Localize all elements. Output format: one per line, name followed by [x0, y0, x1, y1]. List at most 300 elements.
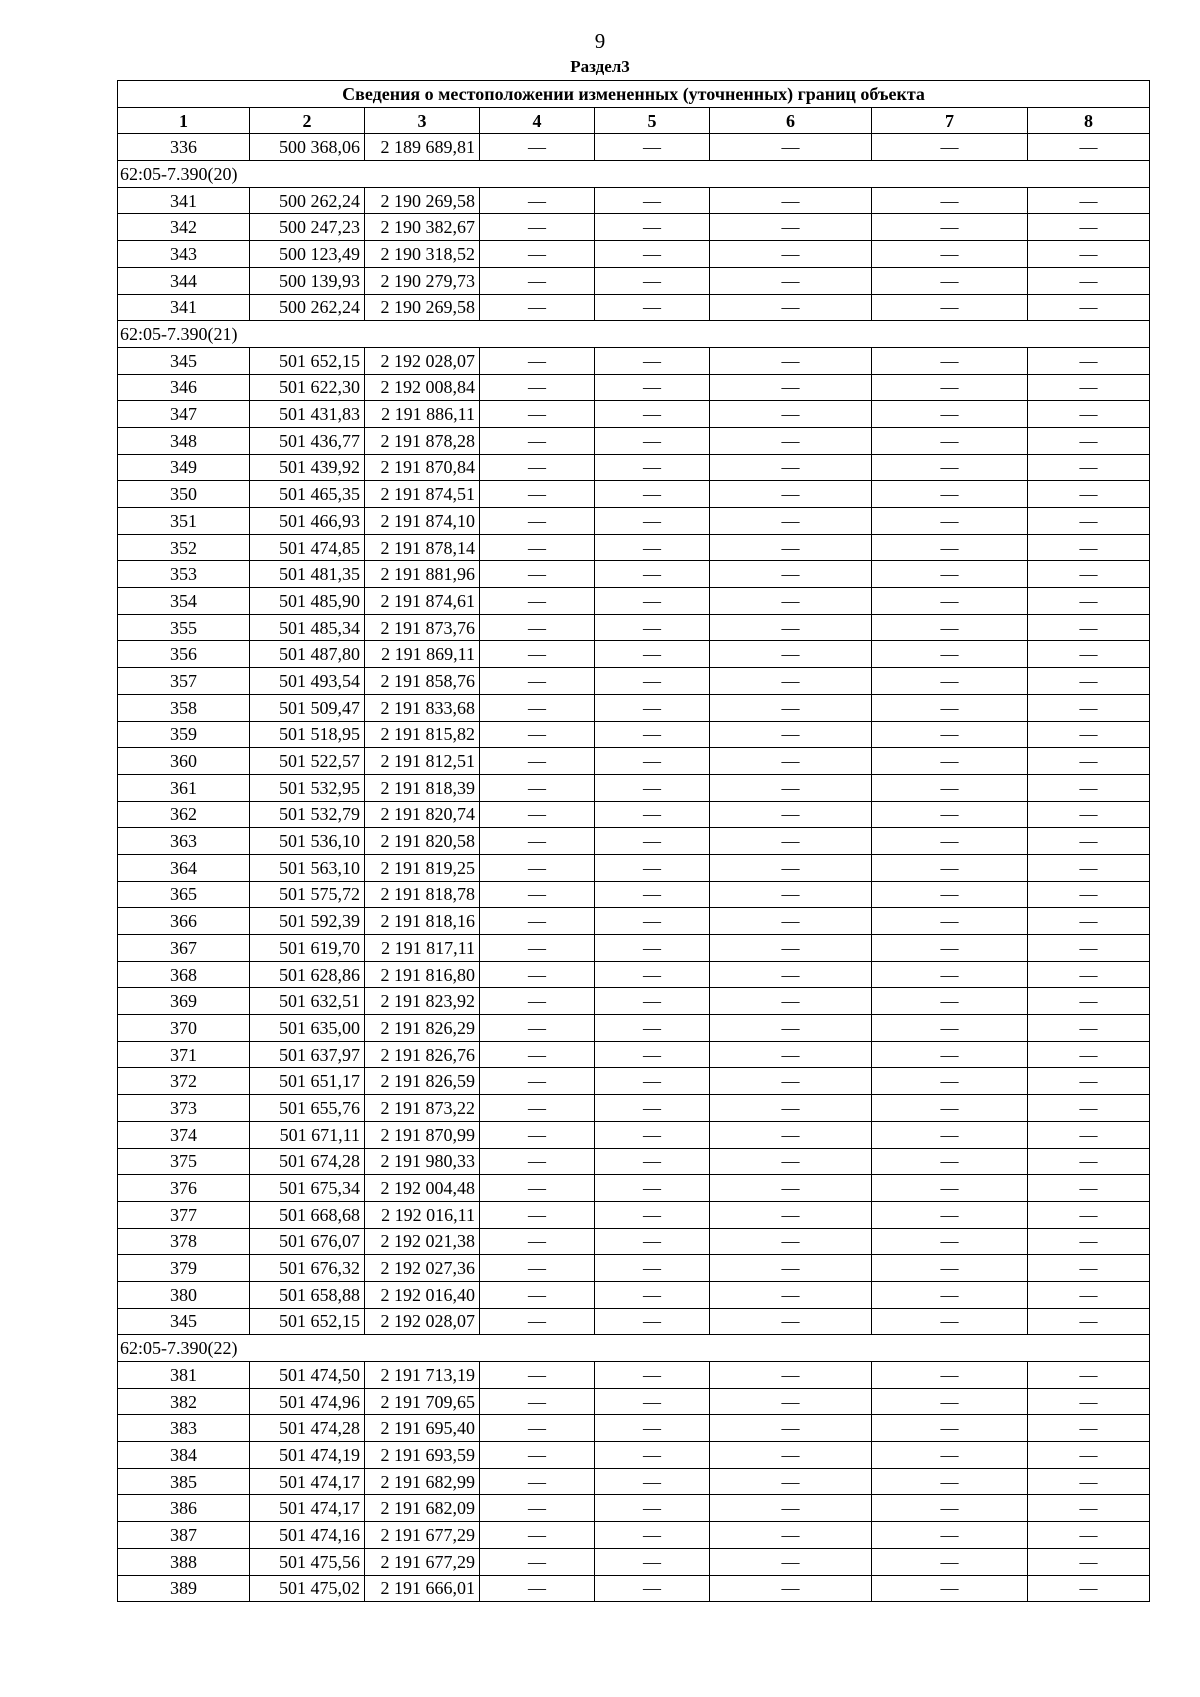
empty-value-cell-col6: — — [710, 1548, 872, 1575]
point-number-cell: 365 — [118, 881, 250, 908]
empty-value-cell-col5: — — [595, 668, 710, 695]
empty-value-cell-col7: — — [872, 347, 1028, 374]
empty-value-cell-col6: — — [710, 961, 872, 988]
coordinate-y-cell: 2 191 677,29 — [365, 1522, 480, 1549]
coordinate-x-cell: 501 474,96 — [250, 1388, 365, 1415]
empty-value-cell-col8: — — [1028, 774, 1150, 801]
point-number-cell: 374 — [118, 1121, 250, 1148]
empty-value-cell-col4: — — [480, 241, 595, 268]
coordinate-x-cell: 501 676,32 — [250, 1255, 365, 1282]
empty-value-cell-col5: — — [595, 241, 710, 268]
coordinate-x-cell: 501 563,10 — [250, 854, 365, 881]
empty-value-cell-col4: — — [480, 1175, 595, 1202]
point-number-cell: 358 — [118, 694, 250, 721]
point-number-cell: 356 — [118, 641, 250, 668]
coordinate-y-cell: 2 191 818,78 — [365, 881, 480, 908]
empty-value-cell-col5: — — [595, 694, 710, 721]
coordinate-y-cell: 2 191 666,01 — [365, 1575, 480, 1602]
empty-value-cell-col7: — — [872, 1495, 1028, 1522]
empty-value-cell-col6: — — [710, 1068, 872, 1095]
coordinate-y-cell: 2 191 826,76 — [365, 1041, 480, 1068]
empty-value-cell-col4: — — [480, 988, 595, 1015]
coordinate-y-cell: 2 191 677,29 — [365, 1548, 480, 1575]
empty-value-cell-col6: — — [710, 694, 872, 721]
empty-value-cell-col4: — — [480, 1041, 595, 1068]
empty-value-cell-col6: — — [710, 347, 872, 374]
empty-value-cell-col6: — — [710, 854, 872, 881]
point-number-cell: 376 — [118, 1175, 250, 1202]
coordinate-x-cell: 501 674,28 — [250, 1148, 365, 1175]
empty-value-cell-col4: — — [480, 828, 595, 855]
empty-value-cell-col7: — — [872, 614, 1028, 641]
table-row — [118, 1255, 1150, 1282]
empty-value-cell-col8: — — [1028, 588, 1150, 615]
point-number-cell: 375 — [118, 1148, 250, 1175]
coordinate-x-cell: 501 493,54 — [250, 668, 365, 695]
empty-value-cell-col5: — — [595, 1121, 710, 1148]
empty-value-cell-col8: — — [1028, 1308, 1150, 1335]
empty-value-cell-col8: — — [1028, 1522, 1150, 1549]
empty-value-cell-col4: — — [480, 214, 595, 241]
empty-value-cell-col4: — — [480, 481, 595, 508]
coordinate-y-cell: 2 191 881,96 — [365, 561, 480, 588]
point-number-cell: 346 — [118, 374, 250, 401]
coordinate-y-cell: 2 192 016,40 — [365, 1281, 480, 1308]
table-row — [118, 1308, 1150, 1335]
empty-value-cell-col4: — — [480, 1068, 595, 1095]
cadastral-group-label: 62:05-7.390(20) — [118, 161, 1150, 188]
empty-value-cell-col6: — — [710, 1362, 872, 1389]
empty-value-cell-col5: — — [595, 534, 710, 561]
coordinate-y-cell: 2 191 815,82 — [365, 721, 480, 748]
point-number-cell: 355 — [118, 614, 250, 641]
table-row — [118, 294, 1150, 321]
table-row — [118, 267, 1150, 294]
empty-value-cell-col6: — — [710, 1442, 872, 1469]
empty-value-cell-col5: — — [595, 1015, 710, 1042]
coordinate-x-cell: 501 671,11 — [250, 1121, 365, 1148]
empty-value-cell-col7: — — [872, 214, 1028, 241]
coordinate-y-cell: 2 191 818,39 — [365, 774, 480, 801]
empty-value-cell-col4: — — [480, 1308, 595, 1335]
coordinate-y-cell: 2 190 269,58 — [365, 187, 480, 214]
coordinate-x-cell: 501 475,56 — [250, 1548, 365, 1575]
coordinate-x-cell: 501 622,30 — [250, 374, 365, 401]
empty-value-cell-col4: — — [480, 561, 595, 588]
empty-value-cell-col7: — — [872, 1548, 1028, 1575]
table-row — [118, 1041, 1150, 1068]
table-row — [118, 1281, 1150, 1308]
empty-value-cell-col6: — — [710, 908, 872, 935]
empty-value-cell-col8: — — [1028, 241, 1150, 268]
empty-value-cell-col7: — — [872, 1201, 1028, 1228]
empty-value-cell-col5: — — [595, 961, 710, 988]
empty-value-cell-col8: — — [1028, 134, 1150, 161]
table-row — [118, 774, 1150, 801]
empty-value-cell-col4: — — [480, 1548, 595, 1575]
empty-value-cell-col7: — — [872, 828, 1028, 855]
empty-value-cell-col5: — — [595, 267, 710, 294]
empty-value-cell-col8: — — [1028, 454, 1150, 481]
coordinate-y-cell: 2 191 874,51 — [365, 481, 480, 508]
coordinate-x-cell: 501 651,17 — [250, 1068, 365, 1095]
empty-value-cell-col7: — — [872, 774, 1028, 801]
table-row — [118, 481, 1150, 508]
empty-value-cell-col5: — — [595, 828, 710, 855]
coordinate-y-cell: 2 191 878,28 — [365, 427, 480, 454]
empty-value-cell-col4: — — [480, 1121, 595, 1148]
point-number-cell: 336 — [118, 134, 250, 161]
empty-value-cell-col4: — — [480, 614, 595, 641]
empty-value-cell-col5: — — [595, 1255, 710, 1282]
empty-value-cell-col4: — — [480, 267, 595, 294]
empty-value-cell-col6: — — [710, 1148, 872, 1175]
coordinate-x-cell: 501 536,10 — [250, 828, 365, 855]
empty-value-cell-col6: — — [710, 801, 872, 828]
empty-value-cell-col6: — — [710, 401, 872, 428]
empty-value-cell-col4: — — [480, 1495, 595, 1522]
table-row — [118, 1388, 1150, 1415]
empty-value-cell-col6: — — [710, 374, 872, 401]
table-row — [118, 187, 1150, 214]
empty-value-cell-col8: — — [1028, 1175, 1150, 1202]
point-number-cell: 369 — [118, 988, 250, 1015]
empty-value-cell-col5: — — [595, 1388, 710, 1415]
empty-value-cell-col5: — — [595, 774, 710, 801]
coordinate-y-cell: 2 191 858,76 — [365, 668, 480, 695]
table-row — [118, 454, 1150, 481]
empty-value-cell-col6: — — [710, 1015, 872, 1042]
empty-value-cell-col4: — — [480, 801, 595, 828]
empty-value-cell-col8: — — [1028, 1228, 1150, 1255]
coordinate-x-cell: 501 466,93 — [250, 508, 365, 535]
empty-value-cell-col7: — — [872, 641, 1028, 668]
empty-value-cell-col7: — — [872, 374, 1028, 401]
coordinates-table — [117, 80, 1150, 1602]
empty-value-cell-col5: — — [595, 1281, 710, 1308]
coordinate-x-cell: 501 487,80 — [250, 641, 365, 668]
empty-value-cell-col5: — — [595, 454, 710, 481]
table-row — [118, 801, 1150, 828]
table-row — [118, 694, 1150, 721]
empty-value-cell-col8: — — [1028, 214, 1150, 241]
coordinate-y-cell: 2 192 028,07 — [365, 347, 480, 374]
coordinate-x-cell: 501 439,92 — [250, 454, 365, 481]
coordinate-x-cell: 501 474,19 — [250, 1442, 365, 1469]
coordinate-x-cell: 500 368,06 — [250, 134, 365, 161]
empty-value-cell-col5: — — [595, 1308, 710, 1335]
empty-value-cell-col4: — — [480, 1388, 595, 1415]
table-row — [118, 508, 1150, 535]
empty-value-cell-col4: — — [480, 854, 595, 881]
coordinate-x-cell: 500 262,24 — [250, 294, 365, 321]
empty-value-cell-col7: — — [872, 134, 1028, 161]
empty-value-cell-col7: — — [872, 401, 1028, 428]
empty-value-cell-col5: — — [595, 1575, 710, 1602]
coordinate-y-cell: 2 191 682,99 — [365, 1468, 480, 1495]
coordinate-x-cell: 501 532,95 — [250, 774, 365, 801]
empty-value-cell-col7: — — [872, 961, 1028, 988]
empty-value-cell-col4: — — [480, 1255, 595, 1282]
column-header-3: 3 — [365, 107, 480, 134]
coordinate-x-cell: 501 637,97 — [250, 1041, 365, 1068]
empty-value-cell-col5: — — [595, 641, 710, 668]
empty-value-cell-col4: — — [480, 401, 595, 428]
group-header-row — [118, 1335, 1150, 1362]
coordinate-y-cell: 2 191 873,22 — [365, 1095, 480, 1122]
coordinate-y-cell: 2 192 027,36 — [365, 1255, 480, 1282]
empty-value-cell-col4: — — [480, 668, 595, 695]
empty-value-cell-col7: — — [872, 1228, 1028, 1255]
group-header-row — [118, 161, 1150, 188]
empty-value-cell-col8: — — [1028, 1575, 1150, 1602]
empty-value-cell-col4: — — [480, 427, 595, 454]
empty-value-cell-col7: — — [872, 908, 1028, 935]
empty-value-cell-col8: — — [1028, 1442, 1150, 1469]
column-header-4: 4 — [480, 107, 595, 134]
table-row — [118, 614, 1150, 641]
table-row — [118, 1015, 1150, 1042]
coordinate-x-cell: 501 675,34 — [250, 1175, 365, 1202]
empty-value-cell-col5: — — [595, 1415, 710, 1442]
coordinate-y-cell: 2 190 382,67 — [365, 214, 480, 241]
table-row — [118, 561, 1150, 588]
empty-value-cell-col8: — — [1028, 828, 1150, 855]
table-row — [118, 1415, 1150, 1442]
empty-value-cell-col7: — — [872, 267, 1028, 294]
empty-value-cell-col4: — — [480, 454, 595, 481]
empty-value-cell-col8: — — [1028, 187, 1150, 214]
empty-value-cell-col7: — — [872, 1068, 1028, 1095]
empty-value-cell-col8: — — [1028, 1468, 1150, 1495]
coordinate-y-cell: 2 189 689,81 — [365, 134, 480, 161]
coordinate-y-cell: 2 192 028,07 — [365, 1308, 480, 1335]
coordinate-y-cell: 2 192 016,11 — [365, 1201, 480, 1228]
coordinate-x-cell: 501 658,88 — [250, 1281, 365, 1308]
coordinate-y-cell: 2 191 812,51 — [365, 748, 480, 775]
empty-value-cell-col7: — — [872, 534, 1028, 561]
empty-value-cell-col4: — — [480, 187, 595, 214]
point-number-cell: 368 — [118, 961, 250, 988]
page-number: 9 — [594, 29, 606, 53]
empty-value-cell-col6: — — [710, 267, 872, 294]
empty-value-cell-col4: — — [480, 748, 595, 775]
coordinate-x-cell: 501 518,95 — [250, 721, 365, 748]
table-row — [118, 641, 1150, 668]
empty-value-cell-col7: — — [872, 187, 1028, 214]
empty-value-cell-col5: — — [595, 1068, 710, 1095]
coordinate-y-cell: 2 191 713,19 — [365, 1362, 480, 1389]
empty-value-cell-col6: — — [710, 1281, 872, 1308]
empty-value-cell-col5: — — [595, 1442, 710, 1469]
cadastral-group-label: 62:05-7.390(22) — [118, 1335, 1150, 1362]
empty-value-cell-col7: — — [872, 988, 1028, 1015]
coordinate-x-cell: 501 431,83 — [250, 401, 365, 428]
point-number-cell: 351 — [118, 508, 250, 535]
coordinate-x-cell: 501 474,50 — [250, 1362, 365, 1389]
empty-value-cell-col8: — — [1028, 481, 1150, 508]
empty-value-cell-col7: — — [872, 801, 1028, 828]
empty-value-cell-col6: — — [710, 1522, 872, 1549]
coordinate-x-cell: 501 652,15 — [250, 347, 365, 374]
table-row — [118, 988, 1150, 1015]
empty-value-cell-col6: — — [710, 214, 872, 241]
empty-value-cell-col4: — — [480, 534, 595, 561]
empty-value-cell-col6: — — [710, 561, 872, 588]
point-number-cell: 389 — [118, 1575, 250, 1602]
empty-value-cell-col7: — — [872, 294, 1028, 321]
column-header-2: 2 — [250, 107, 365, 134]
empty-value-cell-col7: — — [872, 748, 1028, 775]
empty-value-cell-col8: — — [1028, 1495, 1150, 1522]
empty-value-cell-col5: — — [595, 881, 710, 908]
empty-value-cell-col5: — — [595, 427, 710, 454]
empty-value-cell-col5: — — [595, 1468, 710, 1495]
table-row — [118, 1068, 1150, 1095]
coordinate-x-cell: 501 509,47 — [250, 694, 365, 721]
table-row — [118, 534, 1150, 561]
coordinate-y-cell: 2 191 819,25 — [365, 854, 480, 881]
coordinate-y-cell: 2 190 318,52 — [365, 241, 480, 268]
empty-value-cell-col8: — — [1028, 1255, 1150, 1282]
table-row — [118, 1095, 1150, 1122]
empty-value-cell-col5: — — [595, 508, 710, 535]
empty-value-cell-col8: — — [1028, 694, 1150, 721]
empty-value-cell-col8: — — [1028, 1068, 1150, 1095]
empty-value-cell-col7: — — [872, 1415, 1028, 1442]
empty-value-cell-col8: — — [1028, 508, 1150, 535]
point-number-cell: 348 — [118, 427, 250, 454]
coordinate-x-cell: 501 635,00 — [250, 1015, 365, 1042]
empty-value-cell-col5: — — [595, 187, 710, 214]
point-number-cell: 385 — [118, 1468, 250, 1495]
table-row — [118, 961, 1150, 988]
empty-value-cell-col4: — — [480, 588, 595, 615]
empty-value-cell-col6: — — [710, 828, 872, 855]
coordinate-y-cell: 2 191 820,74 — [365, 801, 480, 828]
point-number-cell: 377 — [118, 1201, 250, 1228]
coordinate-y-cell: 2 191 870,84 — [365, 454, 480, 481]
coordinate-x-cell: 501 632,51 — [250, 988, 365, 1015]
empty-value-cell-col6: — — [710, 1175, 872, 1202]
empty-value-cell-col6: — — [710, 187, 872, 214]
empty-value-cell-col6: — — [710, 774, 872, 801]
empty-value-cell-col6: — — [710, 534, 872, 561]
coordinate-x-cell: 501 522,57 — [250, 748, 365, 775]
empty-value-cell-col4: — — [480, 347, 595, 374]
table-row — [118, 1548, 1150, 1575]
empty-value-cell-col4: — — [480, 1015, 595, 1042]
coordinate-x-cell: 501 628,86 — [250, 961, 365, 988]
empty-value-cell-col4: — — [480, 1228, 595, 1255]
point-number-cell: 370 — [118, 1015, 250, 1042]
coordinate-x-cell: 501 474,85 — [250, 534, 365, 561]
empty-value-cell-col5: — — [595, 1548, 710, 1575]
coordinate-y-cell: 2 191 869,11 — [365, 641, 480, 668]
table-row — [118, 427, 1150, 454]
empty-value-cell-col5: — — [595, 1041, 710, 1068]
coordinate-y-cell: 2 192 008,84 — [365, 374, 480, 401]
empty-value-cell-col4: — — [480, 1415, 595, 1442]
point-number-cell: 366 — [118, 908, 250, 935]
empty-value-cell-col6: — — [710, 1228, 872, 1255]
empty-value-cell-col4: — — [480, 374, 595, 401]
empty-value-cell-col7: — — [872, 1148, 1028, 1175]
empty-value-cell-col8: — — [1028, 374, 1150, 401]
table-row — [118, 1121, 1150, 1148]
empty-value-cell-col8: — — [1028, 721, 1150, 748]
point-number-cell: 379 — [118, 1255, 250, 1282]
table-row — [118, 1522, 1150, 1549]
point-number-cell: 373 — [118, 1095, 250, 1122]
empty-value-cell-col6: — — [710, 614, 872, 641]
table-row — [118, 748, 1150, 775]
table-body — [118, 134, 1150, 1602]
coordinate-x-cell: 501 668,68 — [250, 1201, 365, 1228]
empty-value-cell-col6: — — [710, 1575, 872, 1602]
empty-value-cell-col5: — — [595, 721, 710, 748]
empty-value-cell-col8: — — [1028, 668, 1150, 695]
point-number-cell: 362 — [118, 801, 250, 828]
empty-value-cell-col8: — — [1028, 935, 1150, 962]
empty-value-cell-col5: — — [595, 1228, 710, 1255]
empty-value-cell-col8: — — [1028, 854, 1150, 881]
empty-value-cell-col5: — — [595, 481, 710, 508]
point-number-cell: 353 — [118, 561, 250, 588]
column-header-5: 5 — [595, 107, 710, 134]
table-row — [118, 1362, 1150, 1389]
empty-value-cell-col6: — — [710, 1415, 872, 1442]
empty-value-cell-col4: — — [480, 1575, 595, 1602]
table-row — [118, 241, 1150, 268]
table-row — [118, 1442, 1150, 1469]
table-row — [118, 935, 1150, 962]
coordinate-y-cell: 2 191 709,65 — [365, 1388, 480, 1415]
empty-value-cell-col5: — — [595, 908, 710, 935]
empty-value-cell-col5: — — [595, 1522, 710, 1549]
empty-value-cell-col5: — — [595, 748, 710, 775]
coordinate-x-cell: 501 436,77 — [250, 427, 365, 454]
point-number-cell: 345 — [118, 1308, 250, 1335]
table-row — [118, 668, 1150, 695]
empty-value-cell-col6: — — [710, 881, 872, 908]
empty-value-cell-col7: — — [872, 1015, 1028, 1042]
empty-value-cell-col4: — — [480, 1095, 595, 1122]
coordinate-x-cell: 501 474,16 — [250, 1522, 365, 1549]
empty-value-cell-col6: — — [710, 1041, 872, 1068]
coordinate-x-cell: 501 652,15 — [250, 1308, 365, 1335]
point-number-cell: 342 — [118, 214, 250, 241]
empty-value-cell-col8: — — [1028, 1281, 1150, 1308]
empty-value-cell-col8: — — [1028, 1041, 1150, 1068]
empty-value-cell-col7: — — [872, 241, 1028, 268]
coordinate-y-cell: 2 191 886,11 — [365, 401, 480, 428]
empty-value-cell-col5: — — [595, 614, 710, 641]
point-number-cell: 388 — [118, 1548, 250, 1575]
point-number-cell: 357 — [118, 668, 250, 695]
empty-value-cell-col6: — — [710, 1255, 872, 1282]
empty-value-cell-col7: — — [872, 427, 1028, 454]
empty-value-cell-col8: — — [1028, 988, 1150, 1015]
table-row — [118, 1575, 1150, 1602]
empty-value-cell-col8: — — [1028, 801, 1150, 828]
coordinate-x-cell: 500 262,24 — [250, 187, 365, 214]
empty-value-cell-col7: — — [872, 1468, 1028, 1495]
empty-value-cell-col6: — — [710, 668, 872, 695]
table-row — [118, 374, 1150, 401]
empty-value-cell-col7: — — [872, 588, 1028, 615]
coordinate-y-cell: 2 191 870,99 — [365, 1121, 480, 1148]
